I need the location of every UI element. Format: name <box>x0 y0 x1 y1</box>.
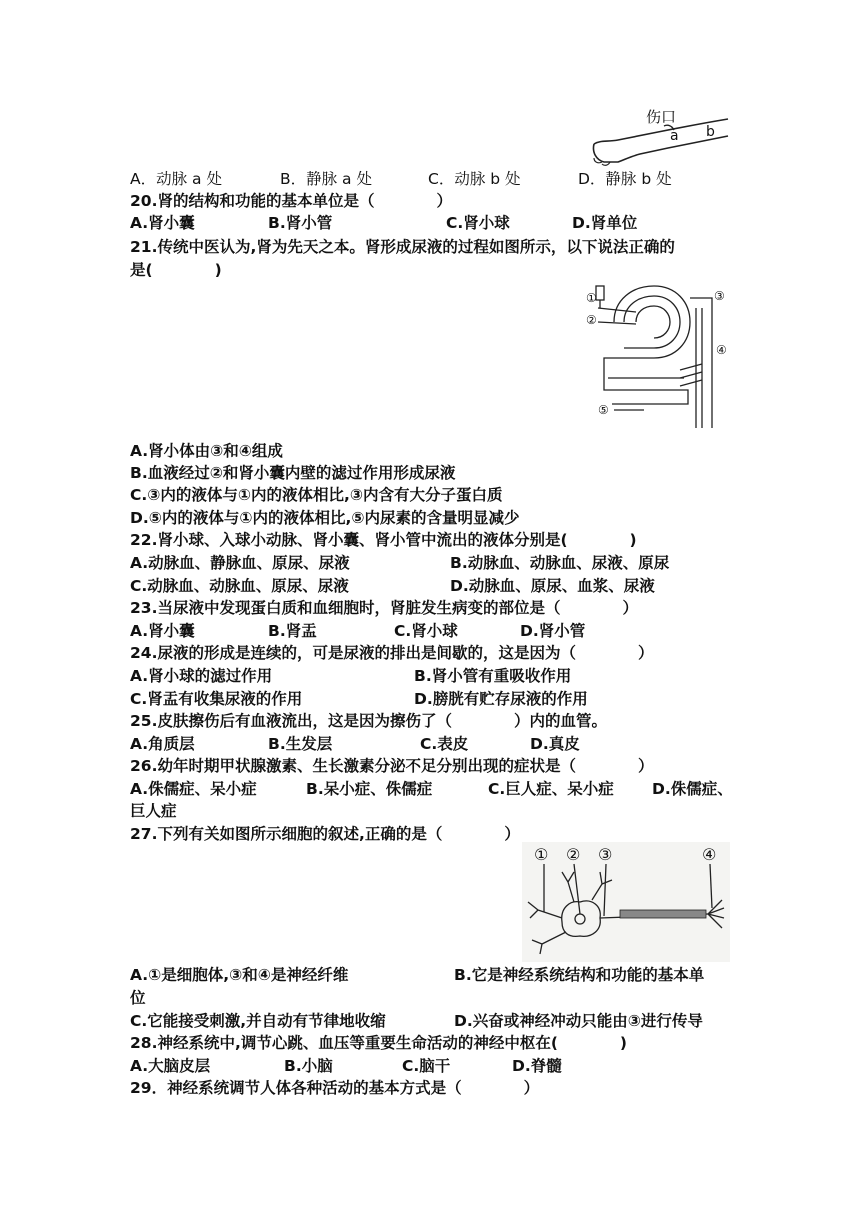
q24-options-row2 <box>130 688 730 710</box>
q20-option-d[interactable]: D.肾单位 <box>572 214 638 232</box>
q24-option-c[interactable]: C.肾盂有收集尿液的作用 <box>130 690 303 708</box>
q19-option-d[interactable]: D．静脉 b 处 <box>578 170 672 188</box>
q19-options <box>130 168 730 190</box>
q23-option-a[interactable]: A.肾小囊 <box>130 622 195 640</box>
q28-stem: 28.神经系统中,调节心跳、血压等重要生命活动的神经中枢在( ) <box>130 1034 628 1052</box>
neuron-label-4: ④ <box>702 845 717 864</box>
q22-option-b[interactable]: B.动脉血、动脉血、尿液、原尿 <box>450 554 670 572</box>
neuron-label-2: ② <box>566 845 581 864</box>
q24-options-row1 <box>130 665 730 687</box>
q23-option-c[interactable]: C.肾小球 <box>394 622 458 640</box>
q28-option-b[interactable]: B.小脑 <box>284 1057 333 1075</box>
q23-option-d[interactable]: D.肾小管 <box>520 622 586 640</box>
q26-option-b[interactable]: B.呆小症、侏儒症 <box>306 780 433 798</box>
q21-stem-line2: 是( ) <box>130 261 222 279</box>
kidney-label-5: ⑤ <box>598 403 609 417</box>
kidney-nephron-figure <box>584 278 730 438</box>
q29-stem: 29．神经系统调节人体各种活动的基本方式是（ ） <box>130 1079 540 1097</box>
q19-option-c[interactable]: C．动脉 b 处 <box>428 170 521 188</box>
q21-stem-line1: 21.传统中医认为,肾为先天之本。肾形成尿液的过程如图所示，以下说法正确的 <box>130 238 675 256</box>
q27-options-row2 <box>130 1010 730 1032</box>
q21-option-c[interactable]: C.③内的液体与①内的液体相比,③内含有大分子蛋白质 <box>130 486 503 504</box>
q21-option-d[interactable]: D.⑤内的液体与①内的液体相比,⑤内尿素的含量明显减少 <box>130 509 520 527</box>
q20-options <box>130 212 730 234</box>
neuron-label-3: ③ <box>598 845 613 864</box>
q24-stem: 24.尿液的形成是连续的，可是尿液的排出是间歇的，这是因为（ ） <box>130 644 654 662</box>
q28-option-a[interactable]: A.大脑皮层 <box>130 1057 211 1075</box>
q20-option-b[interactable]: B.肾小管 <box>268 214 333 232</box>
q22-option-a[interactable]: A.动脉血、静脉血、原尿、尿液 <box>130 554 350 572</box>
q28-option-c[interactable]: C.脑干 <box>402 1057 451 1075</box>
q19-option-b[interactable]: B．静脉 a 处 <box>280 170 372 188</box>
q23-options <box>130 620 730 642</box>
q26-option-a[interactable]: A.侏儒症、呆小症 <box>130 780 257 798</box>
q27-option-a[interactable]: A.①是细胞体,③和④是神经纤维 <box>130 966 349 984</box>
q24-option-d[interactable]: D.膀胱有贮存尿液的作用 <box>414 690 588 708</box>
point-a-label: a <box>670 128 679 144</box>
q24-option-a[interactable]: A.肾小球的滤过作用 <box>130 667 273 685</box>
bowman-capsule <box>614 286 690 358</box>
q25-stem: 25.皮肤擦伤后有血液流出，这是因为擦伤了（ ）内的血管。 <box>130 712 607 730</box>
q27-option-b-continued: 位 <box>130 989 146 1007</box>
q19-option-a[interactable]: A．动脉 a 处 <box>130 170 222 188</box>
wound-label: 伤口 <box>646 108 677 126</box>
q25-option-d[interactable]: D.真皮 <box>530 735 580 753</box>
q25-option-a[interactable]: A.角质层 <box>130 735 195 753</box>
q26-option-d[interactable]: D.侏儒症、 <box>652 780 733 798</box>
q23-stem: 23.当尿液中发现蛋白质和血细胞时，肾脏发生病变的部位是（ ） <box>130 599 638 617</box>
q23-option-b[interactable]: B.肾盂 <box>268 622 317 640</box>
q22-option-c[interactable]: C.动脉血、动脉血、原尿、尿液 <box>130 577 349 595</box>
point-b-label: b <box>706 124 715 140</box>
q25-option-c[interactable]: C.表皮 <box>420 735 469 753</box>
q22-options-row2 <box>130 575 730 597</box>
q21-option-a[interactable]: A.肾小体由③和④组成 <box>130 442 283 460</box>
q20-option-c[interactable]: C.肾小球 <box>446 214 510 232</box>
q22-options-row1 <box>130 552 730 574</box>
q26-option-d-continued: 巨人症 <box>130 802 177 820</box>
kidney-label-2: ② <box>586 313 597 327</box>
kidney-label-4: ④ <box>716 343 727 357</box>
q24-option-b[interactable]: B.肾小管有重吸收作用 <box>414 667 572 685</box>
q26-option-c[interactable]: C.巨人症、呆小症 <box>488 780 614 798</box>
neuron-figure <box>522 842 730 962</box>
q20-option-a[interactable]: A.肾小囊 <box>130 214 195 232</box>
q27-option-d[interactable]: D.兴奋或神经冲动只能由③进行传导 <box>454 1012 703 1030</box>
q22-stem: 22.肾小球、入球小动脉、肾小囊、肾小管中流出的液体分别是( ) <box>130 531 637 549</box>
q25-options <box>130 733 730 755</box>
q28-options <box>130 1055 730 1077</box>
q27-option-b[interactable]: B.它是神经系统结构和功能的基本单 <box>454 966 705 984</box>
kidney-label-1: ① <box>586 291 597 305</box>
kidney-label-3: ③ <box>714 289 725 303</box>
myelin-sheath <box>620 910 706 918</box>
q26-options <box>130 778 733 800</box>
q26-stem: 26.幼年时期甲状腺激素、生长激素分泌不足分别出现的症状是（ ） <box>130 757 654 775</box>
q27-stem: 27.下列有关如图所示细胞的叙述,正确的是（ ） <box>130 825 520 843</box>
q22-option-d[interactable]: D.动脉血、原尿、血浆、尿液 <box>450 577 655 595</box>
q28-option-d[interactable]: D.脊髓 <box>512 1057 562 1075</box>
q21-option-b[interactable]: B.血液经过②和肾小囊内壁的滤过作用形成尿液 <box>130 464 456 482</box>
leg-wound-figure <box>588 104 730 170</box>
q27-options-row1 <box>130 964 730 986</box>
neuron-label-1: ① <box>534 845 549 864</box>
q20-stem: 20.肾的结构和功能的基本单位是（ ） <box>130 192 452 210</box>
glomerulus <box>624 296 680 348</box>
q27-option-c[interactable]: C.它能接受刺激,并自动有节律地收缩 <box>130 1012 386 1030</box>
q25-option-b[interactable]: B.生发层 <box>268 735 333 753</box>
